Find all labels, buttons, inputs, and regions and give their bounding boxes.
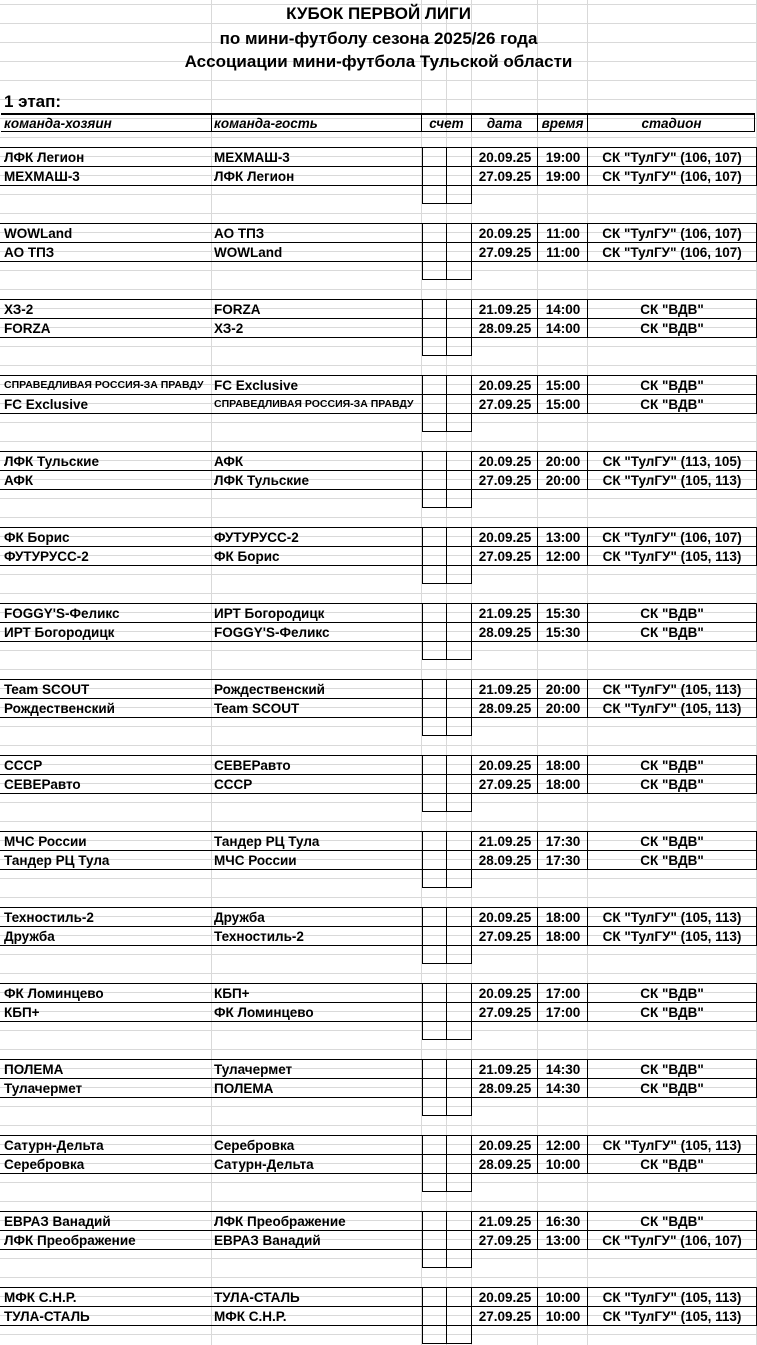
match-leg-row (0, 756, 757, 775)
date-cell: 20.09.25 (478, 226, 532, 241)
stadium-cell: СК "ВДВ" (640, 378, 704, 393)
home-team-cell: FC Exclusive (4, 397, 89, 412)
away-team-cell: Team SCOUT (214, 701, 300, 716)
home-team-cell: ИРТ Богородицк (4, 625, 115, 640)
match-leg-row (0, 1136, 757, 1155)
stadium-cell: СК "ВДВ" (640, 321, 704, 336)
stadium-cell: СК "ВДВ" (640, 853, 704, 868)
time-cell: 13:00 (545, 530, 581, 545)
match-leg-row (0, 1212, 757, 1231)
time-cell: 14:30 (545, 1081, 581, 1096)
home-team-cell: АФК (4, 473, 34, 488)
date-cell: 27.09.25 (478, 397, 532, 412)
match-leg-row (0, 319, 757, 338)
match-block (0, 907, 757, 964)
stadium-cell: СК "ТулГУ" (106, 107) (602, 169, 742, 184)
time-cell: 12:00 (545, 1138, 581, 1153)
date-cell: 21.09.25 (478, 834, 532, 849)
away-team-cell: ЛФК Преображение (214, 1214, 346, 1229)
match-block (0, 755, 757, 812)
stadium-cell: СК "ТулГУ" (105, 113) (602, 701, 742, 716)
stadium-cell: СК "ВДВ" (640, 302, 704, 317)
time-cell: 19:00 (545, 169, 581, 184)
time-cell: 18:00 (545, 758, 581, 773)
date-cell: 20.09.25 (478, 378, 532, 393)
date-cell: 28.09.25 (478, 701, 532, 716)
stadium-cell: СК "ТулГУ" (106, 107) (602, 1233, 742, 1248)
away-team-cell: WOWLand (214, 245, 283, 260)
match-leg-row (0, 547, 757, 566)
home-team-cell: АО ТПЗ (4, 245, 55, 260)
stadium-cell: СК "ТулГУ" (106, 107) (602, 245, 742, 260)
match-block (0, 1287, 757, 1344)
away-team-cell: ФУТУРУСС-2 (214, 530, 299, 545)
header-away-team: команда-гость (214, 116, 318, 131)
home-team-cell: Серебровка (4, 1157, 85, 1172)
match-leg-row (0, 167, 757, 186)
home-team-cell: ХЗ-2 (4, 302, 34, 317)
match-block (0, 451, 757, 508)
match-leg-row (0, 300, 757, 319)
match-leg-row (0, 775, 757, 794)
time-cell: 17:00 (545, 1005, 581, 1020)
date-cell: 28.09.25 (478, 1157, 532, 1172)
away-team-cell: ИРТ Богородицк (214, 606, 325, 621)
away-team-cell: СПРАВЕДЛИВАЯ РОССИЯ-ЗА ПРАВДУ (214, 398, 414, 410)
date-cell: 27.09.25 (478, 1233, 532, 1248)
stadium-cell: СК "ВДВ" (640, 1157, 704, 1172)
stadium-cell: СК "ВДВ" (640, 606, 704, 621)
page-subtitle-2: Ассоциации мини-футбола Тульской области (184, 52, 573, 71)
date-cell: 27.09.25 (478, 1309, 532, 1324)
home-team-cell: Дружба (4, 929, 55, 944)
away-team-cell: МЕХМАШ-3 (214, 150, 290, 165)
away-team-cell: FOGGY'S-Феликс (214, 625, 330, 640)
time-cell: 17:00 (545, 986, 581, 1001)
home-team-cell: ФУТУРУСС-2 (4, 549, 89, 564)
stage-label: 1 этап: (4, 92, 62, 111)
stadium-cell: СК "ВДВ" (640, 1081, 704, 1096)
home-team-cell: Сатурн-Дельта (4, 1138, 104, 1153)
time-cell: 10:00 (545, 1309, 581, 1324)
away-team-cell: ТУЛА-СТАЛЬ (214, 1290, 300, 1305)
time-cell: 13:00 (545, 1233, 581, 1248)
time-cell: 10:00 (545, 1157, 581, 1172)
stadium-cell: СК "ВДВ" (640, 1062, 704, 1077)
match-leg-row (0, 1155, 757, 1174)
stadium-cell: СК "ВДВ" (640, 986, 704, 1001)
home-team-cell: ФК Борис (4, 530, 70, 545)
time-cell: 14:00 (545, 321, 581, 336)
time-cell: 14:30 (545, 1062, 581, 1077)
match-leg-row (0, 1003, 757, 1022)
date-cell: 20.09.25 (478, 150, 532, 165)
match-leg-row (0, 1288, 757, 1307)
away-team-cell: ФК Борис (214, 549, 280, 564)
date-cell: 21.09.25 (478, 1214, 532, 1229)
stadium-cell: СК "ТулГУ" (105, 113) (602, 910, 742, 925)
match-block (0, 375, 757, 432)
date-cell: 21.09.25 (478, 302, 532, 317)
time-cell: 20:00 (545, 682, 581, 697)
time-cell: 11:00 (546, 245, 580, 260)
stadium-cell: СК "ТулГУ" (105, 113) (602, 1290, 742, 1305)
away-team-cell: СССР (214, 777, 253, 792)
stadium-cell: СК "ВДВ" (640, 1005, 704, 1020)
time-cell: 20:00 (545, 473, 581, 488)
date-cell: 27.09.25 (478, 549, 532, 564)
date-cell: 20.09.25 (478, 1138, 532, 1153)
match-leg-row (0, 1307, 757, 1326)
time-cell: 15:30 (545, 625, 581, 640)
date-cell: 28.09.25 (478, 1081, 532, 1096)
match-leg-row (0, 604, 757, 623)
match-block (0, 679, 757, 736)
away-team-cell: СЕВЕРавто (214, 758, 291, 773)
time-cell: 11:00 (546, 226, 580, 241)
stadium-cell: СК "ТулГУ" (105, 113) (602, 473, 742, 488)
date-cell: 28.09.25 (478, 321, 532, 336)
stadium-cell: СК "ТулГУ" (105, 113) (602, 549, 742, 564)
match-leg-row (0, 927, 757, 946)
home-team-cell: FORZA (4, 321, 51, 336)
match-block (0, 1059, 757, 1116)
stadium-cell: СК "ВДВ" (640, 777, 704, 792)
match-block (0, 983, 757, 1040)
header-home-team: команда-хозяин (4, 116, 112, 131)
away-team-cell: КБП+ (214, 986, 250, 1001)
match-leg-row (0, 224, 757, 243)
home-team-cell: МЧС России (4, 834, 87, 849)
home-team-cell: МФК С.Н.Р. (4, 1290, 77, 1305)
match-block (0, 1135, 757, 1192)
stadium-cell: СК "ТулГУ" (105, 113) (602, 929, 742, 944)
stadium-cell: СК "ТулГУ" (113, 105) (602, 454, 742, 469)
stadium-cell: СК "ВДВ" (640, 758, 704, 773)
match-leg-row (0, 528, 757, 547)
away-team-cell: Тандер РЦ Тула (214, 834, 320, 849)
home-team-cell: FOGGY'S-Феликс (4, 606, 120, 621)
match-leg-row (0, 1231, 757, 1250)
header-stadium: стадион (641, 116, 702, 131)
match-block (0, 831, 757, 888)
date-cell: 27.09.25 (478, 929, 532, 944)
match-leg-row (0, 851, 757, 870)
match-leg-row (0, 680, 757, 699)
match-leg-row (0, 984, 757, 1003)
away-team-cell: Рождественский (214, 682, 325, 697)
page-title: КУБОК ПЕРВОЙ ЛИГИ (286, 4, 471, 23)
stadium-cell: СК "ТулГУ" (106, 107) (602, 530, 742, 545)
time-cell: 20:00 (545, 454, 581, 469)
away-team-cell: FORZA (214, 302, 261, 317)
stadium-cell: СК "ВДВ" (640, 834, 704, 849)
header-score: счет (429, 116, 464, 131)
away-team-cell: ЛФК Тульские (214, 473, 309, 488)
stadium-cell: СК "ВДВ" (640, 397, 704, 412)
match-block (0, 603, 757, 660)
away-team-cell: ЛФК Легион (214, 169, 295, 184)
home-team-cell: МЕХМАШ-3 (4, 169, 80, 184)
home-team-cell: WOWLand (4, 226, 73, 241)
away-team-cell: Тулачермет (214, 1062, 293, 1077)
time-cell: 18:00 (545, 910, 581, 925)
match-leg-row (0, 699, 757, 718)
time-cell: 15:00 (545, 378, 581, 393)
match-leg-row (0, 395, 757, 414)
date-cell: 20.09.25 (478, 454, 532, 469)
date-cell: 20.09.25 (478, 1290, 532, 1305)
header-time: время (541, 116, 584, 131)
time-cell: 15:00 (545, 397, 581, 412)
match-block (0, 299, 757, 356)
away-team-cell: МЧС России (214, 853, 297, 868)
home-team-cell: ЕВРАЗ Ванадий (4, 1214, 111, 1229)
home-team-cell: ФК Ломинцево (4, 986, 104, 1001)
date-cell: 21.09.25 (478, 1062, 532, 1077)
home-team-cell: Тулачермет (4, 1081, 83, 1096)
stadium-cell: СК "ТулГУ" (105, 113) (602, 1309, 742, 1324)
home-team-cell: СПРАВЕДЛИВАЯ РОССИЯ-ЗА ПРАВДУ (4, 379, 204, 391)
away-team-cell: Дружба (214, 910, 265, 925)
home-team-cell: КБП+ (4, 1005, 40, 1020)
time-cell: 17:30 (545, 834, 581, 849)
home-team-cell: ТУЛА-СТАЛЬ (4, 1309, 90, 1324)
time-cell: 17:30 (545, 853, 581, 868)
match-block (0, 1211, 757, 1268)
match-leg-row (0, 148, 757, 167)
match-leg-row (0, 1079, 757, 1098)
match-block (0, 223, 757, 280)
home-team-cell: Team SCOUT (4, 682, 90, 697)
away-team-cell: ПОЛЕМА (214, 1081, 274, 1096)
time-cell: 20:00 (545, 701, 581, 716)
match-leg-row (0, 832, 757, 851)
date-cell: 20.09.25 (478, 910, 532, 925)
home-team-cell: СССР (4, 758, 43, 773)
home-team-cell: Рождественский (4, 701, 115, 716)
away-team-cell: ЕВРАЗ Ванадий (214, 1233, 321, 1248)
date-cell: 27.09.25 (478, 169, 532, 184)
away-team-cell: МФК С.Н.Р. (214, 1309, 287, 1324)
time-cell: 18:00 (545, 929, 581, 944)
time-cell: 14:00 (545, 302, 581, 317)
away-team-cell: АО ТПЗ (214, 226, 265, 241)
home-team-cell: ЛФК Тульские (4, 454, 99, 469)
date-cell: 27.09.25 (478, 1005, 532, 1020)
date-cell: 20.09.25 (478, 758, 532, 773)
time-cell: 18:00 (545, 777, 581, 792)
stadium-cell: СК "ВДВ" (640, 1214, 704, 1229)
away-team-cell: ФК Ломинцево (214, 1005, 314, 1020)
away-team-cell: Техностиль-2 (214, 929, 304, 944)
date-cell: 21.09.25 (478, 682, 532, 697)
match-leg-row (0, 908, 757, 927)
home-team-cell: ЛФК Легион (4, 150, 85, 165)
away-team-cell: FC Exclusive (214, 378, 299, 393)
date-cell: 28.09.25 (478, 625, 532, 640)
match-leg-row (0, 452, 757, 471)
stadium-cell: СК "ВДВ" (640, 625, 704, 640)
stadium-cell: СК "ТулГУ" (105, 113) (602, 682, 742, 697)
date-cell: 21.09.25 (478, 606, 532, 621)
home-team-cell: ЛФК Преображение (4, 1233, 136, 1248)
away-team-cell: Сатурн-Дельта (214, 1157, 314, 1172)
match-leg-row (0, 376, 757, 395)
match-block (0, 527, 757, 584)
date-cell: 27.09.25 (478, 245, 532, 260)
page-subtitle: по мини-футболу сезона 2025/26 года (219, 29, 538, 48)
time-cell: 16:30 (545, 1214, 581, 1229)
match-block (0, 147, 757, 204)
date-cell: 28.09.25 (478, 853, 532, 868)
date-cell: 27.09.25 (478, 473, 532, 488)
time-cell: 19:00 (545, 150, 581, 165)
home-team-cell: СЕВЕРавто (4, 777, 81, 792)
match-leg-row (0, 243, 757, 262)
date-cell: 27.09.25 (478, 777, 532, 792)
away-team-cell: Серебровка (214, 1138, 295, 1153)
away-team-cell: АФК (214, 454, 244, 469)
home-team-cell: Техностиль-2 (4, 910, 94, 925)
stadium-cell: СК "ТулГУ" (105, 113) (602, 1138, 742, 1153)
away-team-cell: ХЗ-2 (214, 321, 244, 336)
match-leg-row (0, 1060, 757, 1079)
header-date: дата (486, 116, 523, 131)
date-cell: 20.09.25 (478, 986, 532, 1001)
time-cell: 12:00 (545, 549, 581, 564)
home-team-cell: ПОЛЕМА (4, 1062, 64, 1077)
date-cell: 20.09.25 (478, 530, 532, 545)
match-leg-row (0, 623, 757, 642)
match-leg-row (0, 471, 757, 490)
time-cell: 10:00 (545, 1290, 581, 1305)
time-cell: 15:30 (545, 606, 581, 621)
home-team-cell: Тандер РЦ Тула (4, 853, 110, 868)
stadium-cell: СК "ТулГУ" (106, 107) (602, 150, 742, 165)
stadium-cell: СК "ТулГУ" (106, 107) (602, 226, 742, 241)
